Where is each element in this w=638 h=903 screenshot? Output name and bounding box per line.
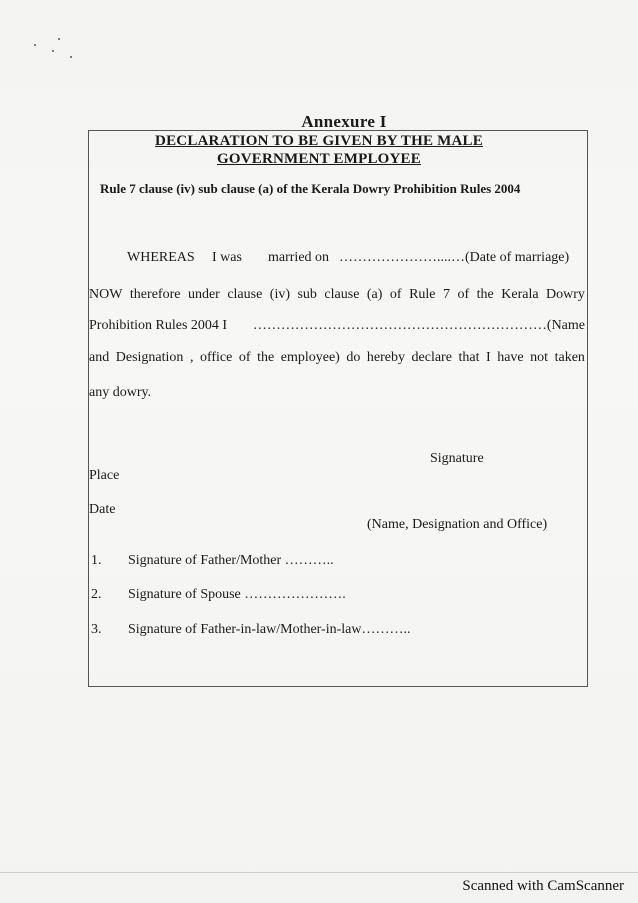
signature-label: Signature [430, 451, 484, 466]
word: do [346, 350, 361, 365]
signature-number-1: 1. [91, 553, 102, 568]
date-label: Date [89, 502, 116, 517]
word: Rule [409, 287, 436, 302]
signature-spouse: Signature of Spouse …………………. [128, 587, 346, 602]
word: the [476, 287, 494, 302]
married-on-text: married on [268, 250, 330, 265]
signature-number-2: 2. [91, 587, 102, 602]
word: (iv) [269, 287, 290, 302]
signature-father-mother: Signature of Father/Mother ……….. [128, 553, 334, 568]
declaration-box [88, 130, 588, 687]
word: declare [411, 350, 452, 365]
scan-speck [34, 44, 36, 46]
word: Designation [115, 350, 184, 365]
word: , [189, 350, 194, 365]
any-dowry-text: any dowry. [89, 385, 152, 400]
declaration-heading-line-1: DECLARATION TO BE GIVEN BY THE MALE [155, 133, 483, 149]
camscanner-watermark: Scanned with CamScanner [462, 878, 624, 894]
word: clause [324, 287, 360, 302]
footer-divider [0, 872, 638, 873]
whereas-word: WHEREAS [127, 250, 195, 265]
i-was-text: I was [212, 250, 242, 265]
name-blank: ………………………………………………………(Name [252, 318, 585, 333]
scan-speck [58, 38, 60, 40]
signature-father-in-law-mother-in-law: Signature of Father-in-law/Mother-in-law……….. [128, 622, 411, 637]
word: the [257, 350, 275, 365]
word: have [497, 350, 524, 365]
word: 7 [443, 287, 451, 302]
word: employee) [280, 350, 340, 365]
word: Dowry [546, 287, 585, 302]
word: NOW [89, 287, 123, 302]
scan-speck [52, 50, 54, 52]
date-of-marriage-blank: …………………....…(Date of marriage) [339, 250, 570, 265]
signature-number-3: 3. [91, 622, 102, 637]
declaration-heading-line-2: GOVERNMENT EMPLOYEE [217, 151, 421, 167]
place-label: Place [89, 468, 120, 483]
word: hereby [366, 350, 405, 365]
paragraph-line-3 [89, 318, 585, 334]
word: therefore [129, 287, 181, 302]
prohibition-rules-text: Prohibition Rules 2004 I [89, 318, 228, 333]
word: of [238, 350, 251, 365]
word: that [458, 350, 480, 365]
paragraph-line-2 [89, 287, 585, 303]
word: I [486, 350, 491, 365]
word: (a) [366, 287, 383, 302]
annexure-title: Annexure I [301, 112, 387, 131]
word: of [457, 287, 470, 302]
scan-speck [70, 56, 72, 58]
word: under [187, 287, 220, 302]
word: office [199, 350, 233, 365]
word: sub [297, 287, 317, 302]
word: not [530, 350, 549, 365]
word: and [89, 350, 110, 365]
name-designation-office-label: (Name, Designation and Office) [367, 517, 548, 532]
paragraph-line-4 [89, 350, 585, 366]
word: clause [227, 287, 263, 302]
word: taken [554, 350, 585, 365]
rule-reference: Rule 7 clause (iv) sub clause (a) of the Kerala Dowry Prohibition Rules 2004 [100, 181, 521, 196]
word: of [389, 287, 402, 302]
word: Kerala [501, 287, 539, 302]
